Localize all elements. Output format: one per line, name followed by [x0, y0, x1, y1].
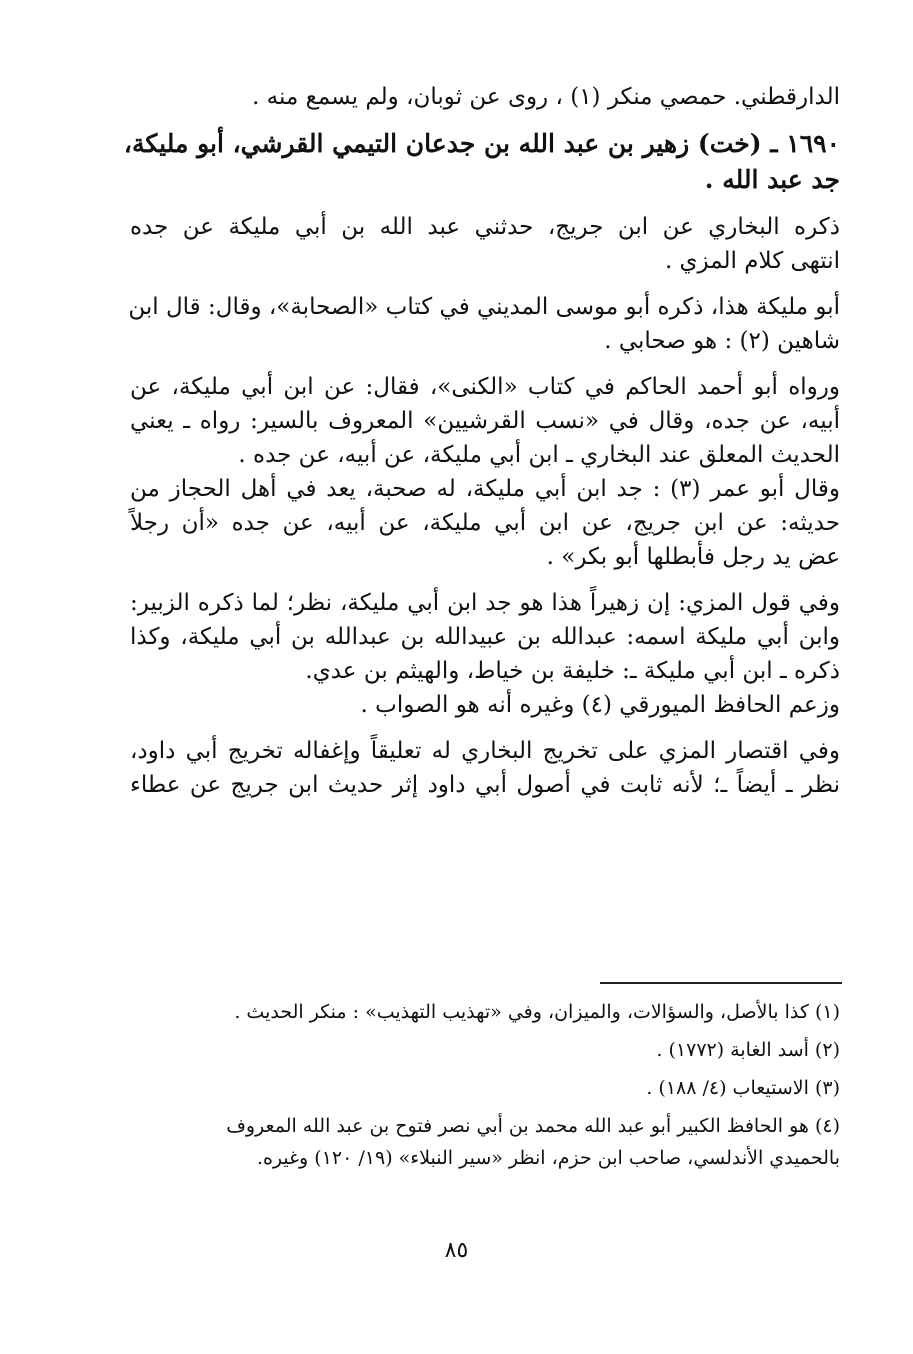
text-line: أبو مليكة هذا، ذكره أبو موسى المديني في كتاب «الصحابة»، وقال: قال ابن [128, 294, 840, 320]
entry-heading [123, 126, 840, 198]
paragraph [130, 586, 840, 722]
text-line: عض يد رجل فأبطلها أبو بكر» . [546, 544, 840, 570]
text-line: وقال أبو عمر (٣) : جد ابن أبي مليكة، له صحبة، يعد في أهل الحجاز من [130, 476, 840, 502]
footnote-separator [600, 982, 842, 984]
text-line: أبيه، عن جده، وقال في «نسب القرشيين» المعروف بالسير: رواه ـ يعني [130, 408, 840, 434]
main-text [123, 80, 840, 802]
paragraph [130, 734, 840, 802]
text-line: ورواه أبو أحمد الحاكم في كتاب «الكنى»، فقال: عن ابن أبي مليكة، عن [130, 374, 840, 400]
heading-line: ١٦٩٠ ـ (خت) زهير بن عبد الله بن جدعان التيمي القرشي، أبو مليكة، [123, 129, 840, 158]
text-line: انتهى كلام المزي . [664, 248, 840, 274]
footnote: (٣) الاستيعاب (٤/ ١٨٨) . [646, 1077, 840, 1099]
text-line: ذكره ـ ابن أبي مليكة ـ: خليفة بن خياط، والهيثم بن عدي. [305, 658, 840, 684]
paragraph [130, 210, 840, 278]
footnotes [140, 998, 840, 1182]
paragraph [130, 472, 840, 574]
paragraph [130, 370, 840, 472]
text-line: وفي قول المزي: إن زهيراً هذا هو جد ابن أبي مليكة، نظر؛ لما ذكره الزبير: [130, 590, 840, 616]
text-line: الدارقطني. حمصي منكر (١) ، روى عن ثوبان، ولم يسمع منه . [252, 84, 840, 110]
text-line: وفي اقتصار المزي على تخريج البخاري له تعليقاً وإغفاله تخريج أبي داود، [130, 738, 840, 764]
footnote: (٢) أسد الغابة (١٧٧٢) . [656, 1039, 840, 1061]
page-number: ٨٥ [444, 1238, 469, 1263]
paragraph [130, 290, 840, 358]
text-line: وزعم الحافظ الميورقي (٤) وغيره أنه هو الصواب . [360, 692, 840, 718]
text-line: نظر ـ أيضاً ـ؛ لأنه ثابت في أصول أبي داود إثر حديث ابن جريج عن عطاء [130, 772, 840, 798]
heading-line: جد عبد الله . [704, 165, 840, 194]
text-line: وابن أبي مليكة اسمه: عبدالله بن عبيدالله بن عبدالله بن أبي مليكة، وكذا [130, 624, 840, 650]
text-line: ذكره البخاري عن ابن جريج، حدثني عبد الله بن أبي مليكة عن جده [130, 214, 840, 240]
text-line: حديثه: عن ابن جريج، عن ابن أبي مليكة، عن أبيه، عن جده «أن رجلاً [130, 510, 840, 536]
text-line: الحديث المعلق عند البخاري ـ ابن أبي مليكة، عن أبيه، عن جده . [238, 442, 840, 468]
footnote-continuation: بالحميدي الأندلسي، صاحب ابن حزم، انظر «سير النبلاء» (١٩/ ١٢٠) وغيره. [256, 1147, 840, 1169]
text-line: شاهين (٢) : هو صحابي . [604, 328, 840, 354]
footnote: (٤) هو الحافظ الكبير أبو عبد الله محمد بن أبي نصر فتوح بن عبد الله المعروف [226, 1115, 840, 1137]
footnote: (١) كذا بالأصل، والسؤالات، والميزان، وفي «تهذيب التهذيب» : منكر الحديث . [234, 1001, 840, 1023]
